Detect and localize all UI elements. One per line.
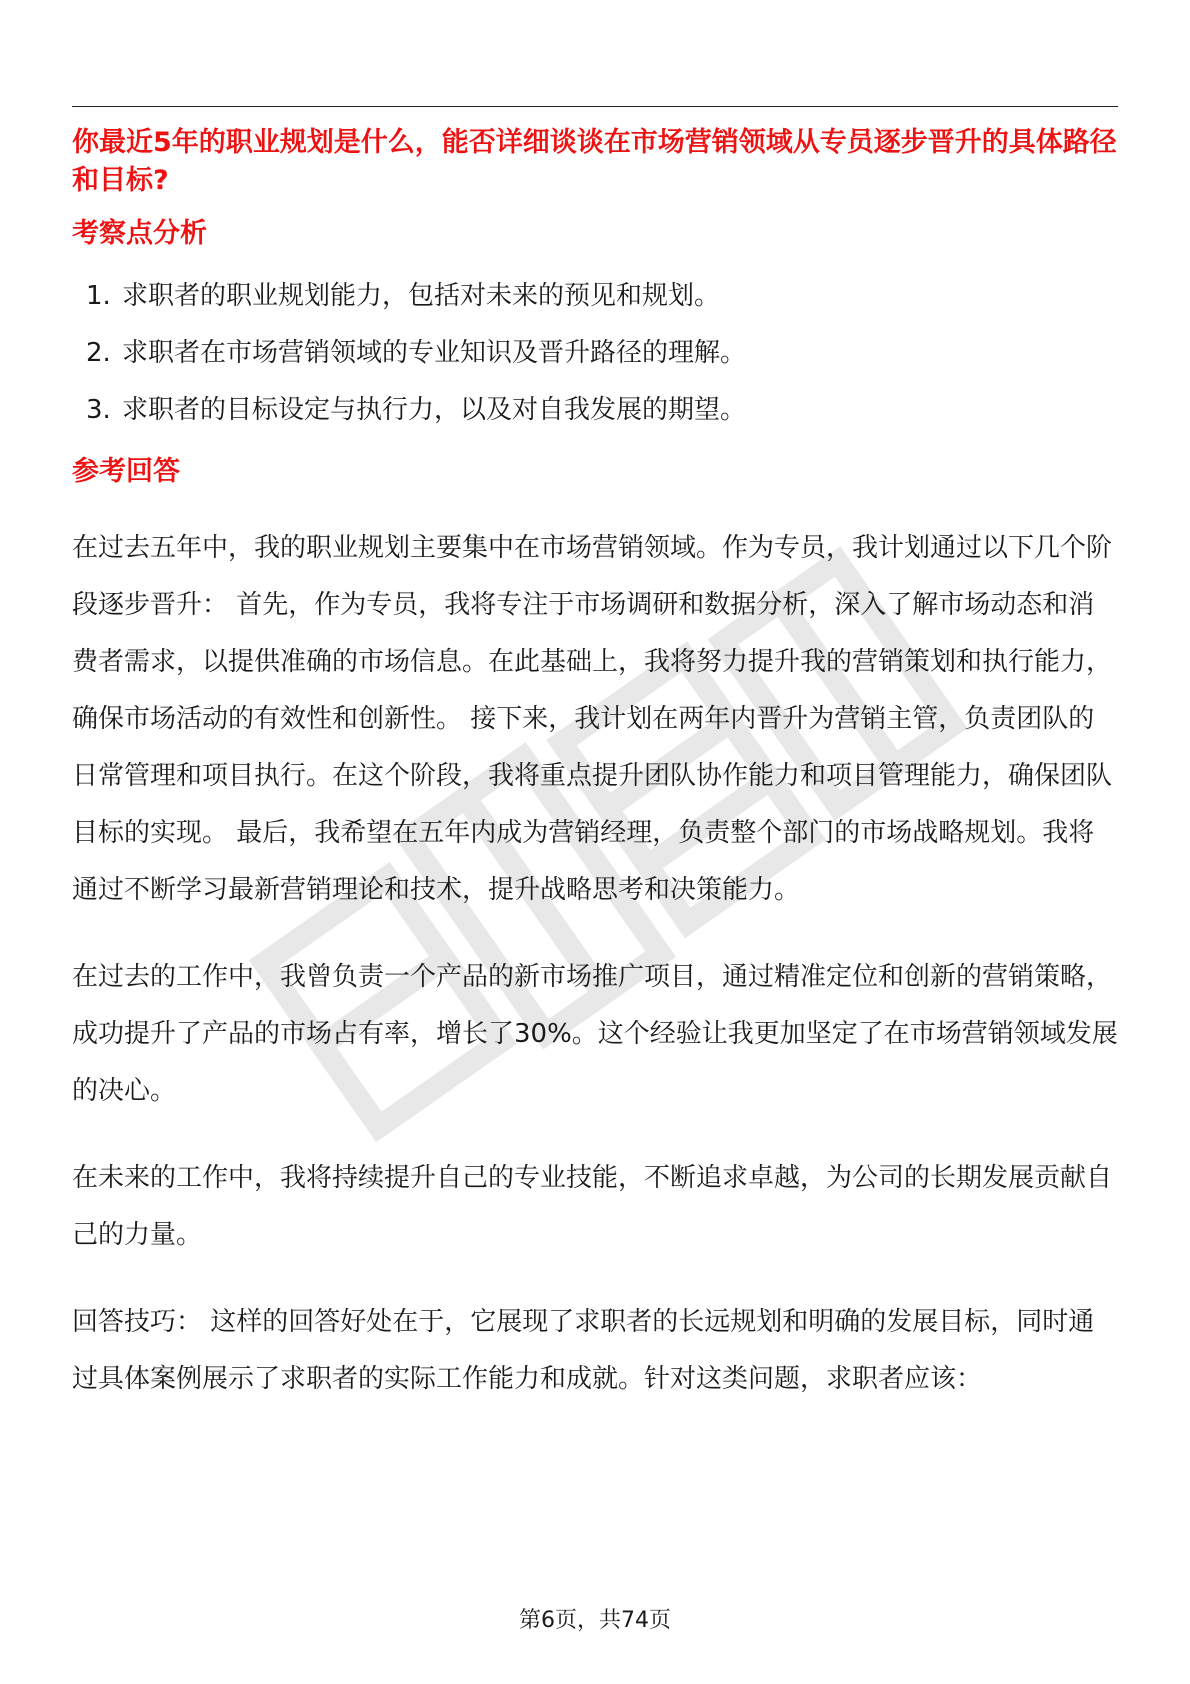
point-text: 求职者的目标设定与执行力，以及对自我发展的期望。 xyxy=(122,395,747,425)
answer-heading: 参考回答 xyxy=(72,456,180,487)
page-number-footer: 第6页，共74页 xyxy=(519,1608,671,1633)
header-rule xyxy=(72,106,1118,107)
point-number: 2. xyxy=(86,338,111,368)
point-number: 1. xyxy=(86,281,111,311)
answer-paragraph: 在未来的工作中，我将持续提升自己的专业技能，不断追求卓越，为公司的长期发展贡献自己的力量。 xyxy=(72,1163,1113,1250)
question-title: 你最近5年的职业规划是什么，能否详细谈谈在市场营销领域从专员逐步晋升的具体路径和目标? xyxy=(72,127,1117,196)
point-text: 求职者的职业规划能力，包括对未来的预见和规划。 xyxy=(122,281,721,311)
analysis-point xyxy=(72,390,1118,430)
analysis-heading: 考察点分析 xyxy=(72,218,207,249)
answer-tips-paragraph: 回答技巧： 这样的回答好处在于，它展现了求职者的长远规划和明确的发展目标，同时通过具体案例展示了求职者的实际工作能力和成就。针对这类问题，求职者应该： xyxy=(72,1307,1095,1394)
document-content xyxy=(72,124,1118,1408)
answer-paragraph: 在过去的工作中，我曾负责一个产品的新市场推广项目，通过精准定位和创新的营销策略，成功提升了产品的市场占有率，增长了30%。这个经验让我更加坚定了在市场营销领域发展的决心。 xyxy=(72,962,1118,1106)
point-number: 3. xyxy=(86,395,111,425)
point-text: 求职者在市场营销领域的专业知识及晋升路径的理解。 xyxy=(122,338,747,368)
analysis-point xyxy=(72,276,1118,316)
answer-paragraph: 在过去五年中，我的职业规划主要集中在市场营销领域。作为专员，我计划通过以下几个阶段逐步晋升： 首先，作为专员，我将专注于市场调研和数据分析，深入了解市场动态和消费者需求，以提供准确的市场信息。在此基础上，我将努力提升我的营销策划和执行能力，确保市场活动的有效性和创新性。 接下来，我计划在两年内晋升为营销主管，负责团队的日常管理和项目执行。在这个阶段，我将重点提升团队协作能力和项目管理能力，确保团队目标的实现。 最后，我希望在五年内成为营销经理，负责整个部门的市场战略规划。我将通过不断学习最新营销理论和技术，提升战略思考和决策能力。 xyxy=(72,533,1113,905)
analysis-point xyxy=(72,333,1118,373)
analysis-points-list xyxy=(72,276,1118,430)
